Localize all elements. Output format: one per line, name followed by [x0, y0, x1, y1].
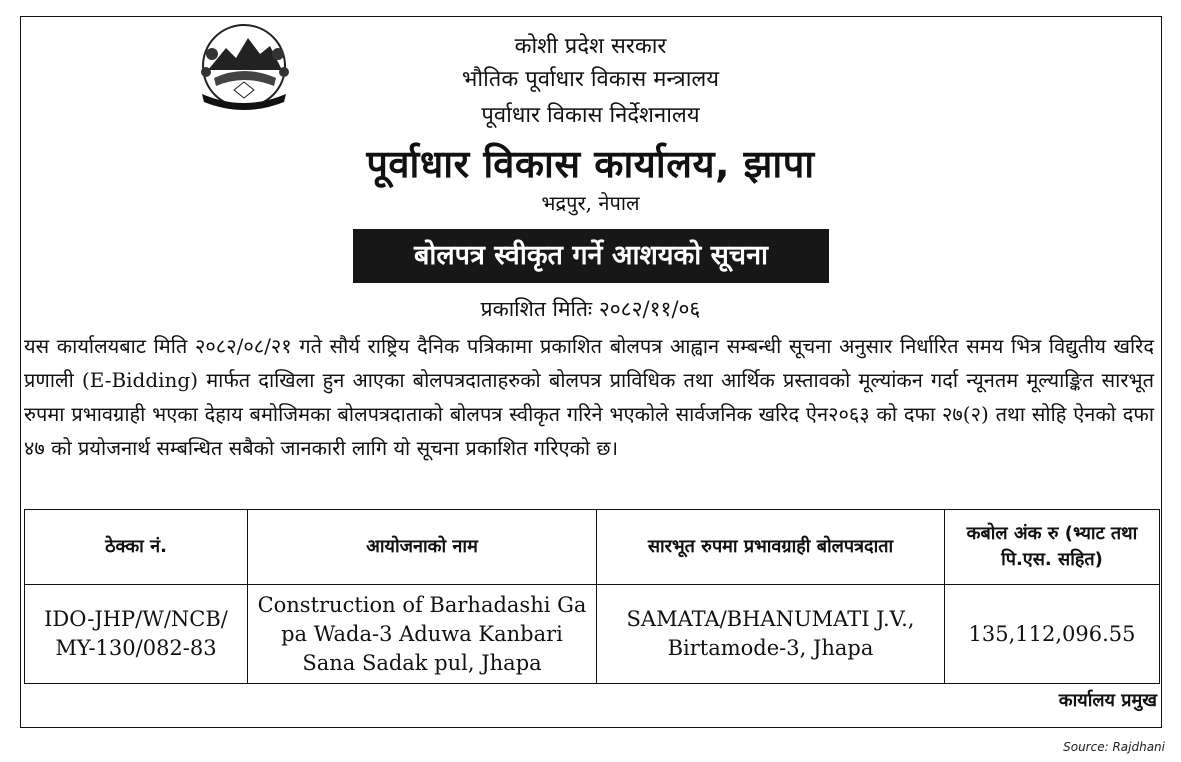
award-table: [24, 509, 1160, 684]
header-bid-amount: कबोल अंक रु (भ्याट तथा पि.एस. सहित): [945, 510, 1160, 585]
ministry-name: भौतिक पूर्वाधार विकास मन्त्रालय: [461, 67, 720, 92]
header-project-name: आयोजनाको नाम: [248, 510, 597, 585]
contract-no-cell: IDO-JHP/W/NCB/ MY-130/082-83: [25, 585, 248, 684]
office-chief-signature: कार्यालय प्रमुख: [1058, 690, 1157, 711]
project-name-cell: Construction of Barhadashi Ga pa Wada-3 Aduwa Kanbari Sana Sadak pul, Jhapa: [248, 585, 597, 684]
notice-title: बोलपत्र स्वीकृत गर्ने आशयको सूचना: [353, 229, 829, 283]
header-bidder: सारभूत रुपमा प्रभावग्राही बोलपत्रदाता: [597, 510, 945, 585]
table-row: [25, 585, 1160, 684]
province-government: कोशी प्रदेश सरकार: [514, 34, 667, 59]
header-contract-no: ठेक्का नं.: [25, 510, 248, 585]
office-name: पूर्वाधार विकास कार्यालय, झापा: [366, 142, 815, 186]
source-credit: Source: Rajdhani: [1063, 740, 1165, 754]
published-date: प्रकाशित मितिः २०८२/११/०६: [480, 297, 701, 321]
table-header-row: [25, 510, 1160, 585]
office-location: भद्रपुर, नेपाल: [541, 191, 640, 215]
notice-body: यस कार्यालयबाट मिति २०८२/०८/२१ गते सौर्य राष्ट्रिय दैनिक पत्रिकामा प्रकाशित बोलपत्र आह्वान सम्बन्धी सूचना अनुसार निर्धारित समय भित्र विद्युतीय खरिद प्रणाली (E-Bidding) मार्फत दाखिला हुन आएका बोलपत्रदाताहरुको बोलपत्र प्राविधिक तथा आर्थिक प्रस्तावको मूल्यांकन गर्दा न्यूनतम मूल्याङ्कित सारभूत रुपमा प्रभावग्राही भएका देहाय बमोजिमका बोलपत्रदाताको बोलपत्र स्वीकृत गरिने भएकोले सार्वजनिक खरिद ऐन२०६३ को दफा २७(२) तथा सोहि ऐनको दफा ४७ को प्रयोजनार्थ सम्बन्धित सबैको जानकारी लागि यो सूचना प्रकाशित गरिएको छ।: [24, 334, 1154, 460]
bidder-cell: SAMATA/BHANUMATI J.V., Birtamode-3, Jhapa: [597, 585, 945, 684]
bid-amount-cell: 135,112,096.55: [945, 585, 1160, 684]
directorate-name: पूर्वाधार विकास निर्देशनालय: [481, 103, 700, 128]
